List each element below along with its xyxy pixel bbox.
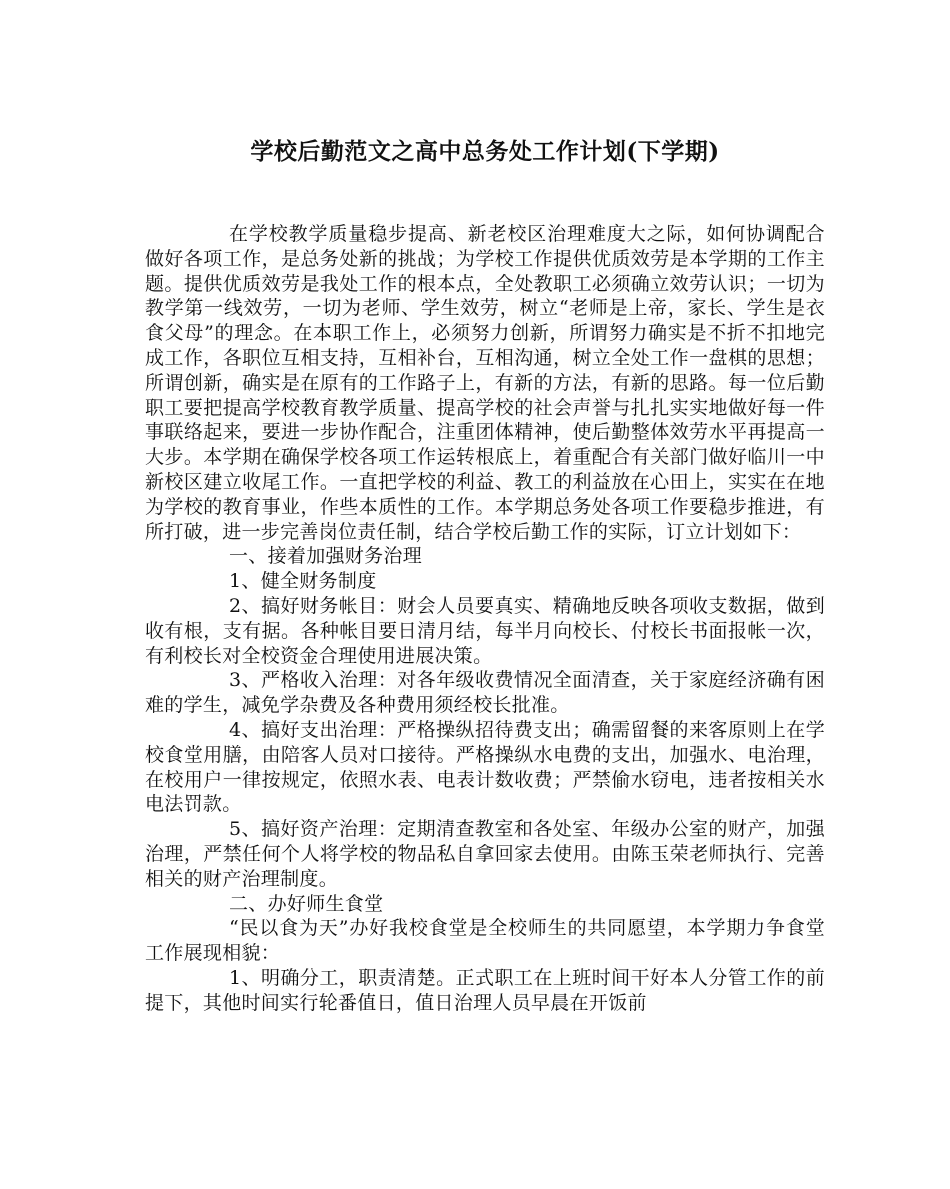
- document-page: [145, 128, 825, 1016]
- section-heading-canteen: 二、办好师生食堂: [229, 892, 384, 915]
- item-finance-system: 1、健全财务制度: [229, 570, 377, 593]
- document-title: 学校后勤范文之高中总务处工作计划(下学期): [250, 138, 720, 165]
- item-asset-management: 5、搞好资产治理：定期清查教室和各处室、年级办公室的财产，加强治理，严禁任何个人将学校的物品私自拿回家去使用。由陈玉荣老师执行、完善相关的财产治理制度。: [145, 818, 825, 890]
- item-expense-management: 4、搞好支出治理：严格操纵招待费支出；确需留餐的来客原则上在学校食堂用膳，由陪客人员对口接待。严格操纵水电费的支出，加强水、电治理，在校用户一律按规定，依照水表、电表计数收费；严禁偷水窃电，违者按相关水电法罚款。: [145, 718, 825, 816]
- item-canteen-duties: 1、明确分工，职责清楚。正式职工在上班时间干好本人分管工作的前提下，其他时间实行轮番值日，值日治理人员早晨在开饭前: [145, 966, 825, 1014]
- document-body: [145, 222, 825, 1016]
- intro-paragraph: 在学校教学质量稳步提高、新老校区治理难度大之际，如何协调配合做好各项工作，是总务处新的挑战；为学校工作提供优质效劳是本学期的工作主题。提供优质效劳是我处工作的根本点，全处教职工必须确立效劳认识；一切为教学第一线效劳，一切为老师、学生效劳，树立“老师是上帝，家长、学生是衣食父母”的理念。在本职工作上，必须努力创新，所谓努力确实是不折不扣地完成工作，各职位互相支持，互相补台，互相沟通，树立全处工作一盘棋的思想；所谓创新，确实是在原有的工作路子上，有新的方法，有新的思路。每一位后勤职工要把提高学校教育教学质量、提高学校的社会声誉与扎扎实实地做好每一件事联络起来，要进一步协作配合，注重团体精神，使后勤整体效劳水平再提高一大步。本学期在确保学校各项工作运转根底上，着重配合有关部门做好临川一中新校区建立收尾工作。一直把学校的利益、教工的利益放在心田上，实实在在地为学校的教育事业，作些本质性的工作。本学期总务处各项工作要稳步推进，有所打破，进一步完善岗位责任制，结合学校后勤工作的实际，订立计划如下：: [145, 223, 825, 543]
- item-income-management: 3、严格收入治理：对各年级收费情况全面清查，关于家庭经济确有困难的学生，减免学杂费及各种费用须经校长批准。: [145, 669, 825, 717]
- section-heading-finance: 一、接着加强财务治理: [229, 545, 423, 568]
- item-finance-accounts: 2、搞好财务帐目：财会人员要真实、精确地反映各项收支数据，做到收有根，支有据。各种帐目要日清月结，每半月向校长、付校长书面报帐一次，有利校长对全校资金合理使用进展决策。: [145, 594, 825, 667]
- canteen-intro-paragraph: “民以食为天”办好我校食堂是全校师生的共同愿望，本学期力争食堂工作展现相貌：: [145, 917, 825, 965]
